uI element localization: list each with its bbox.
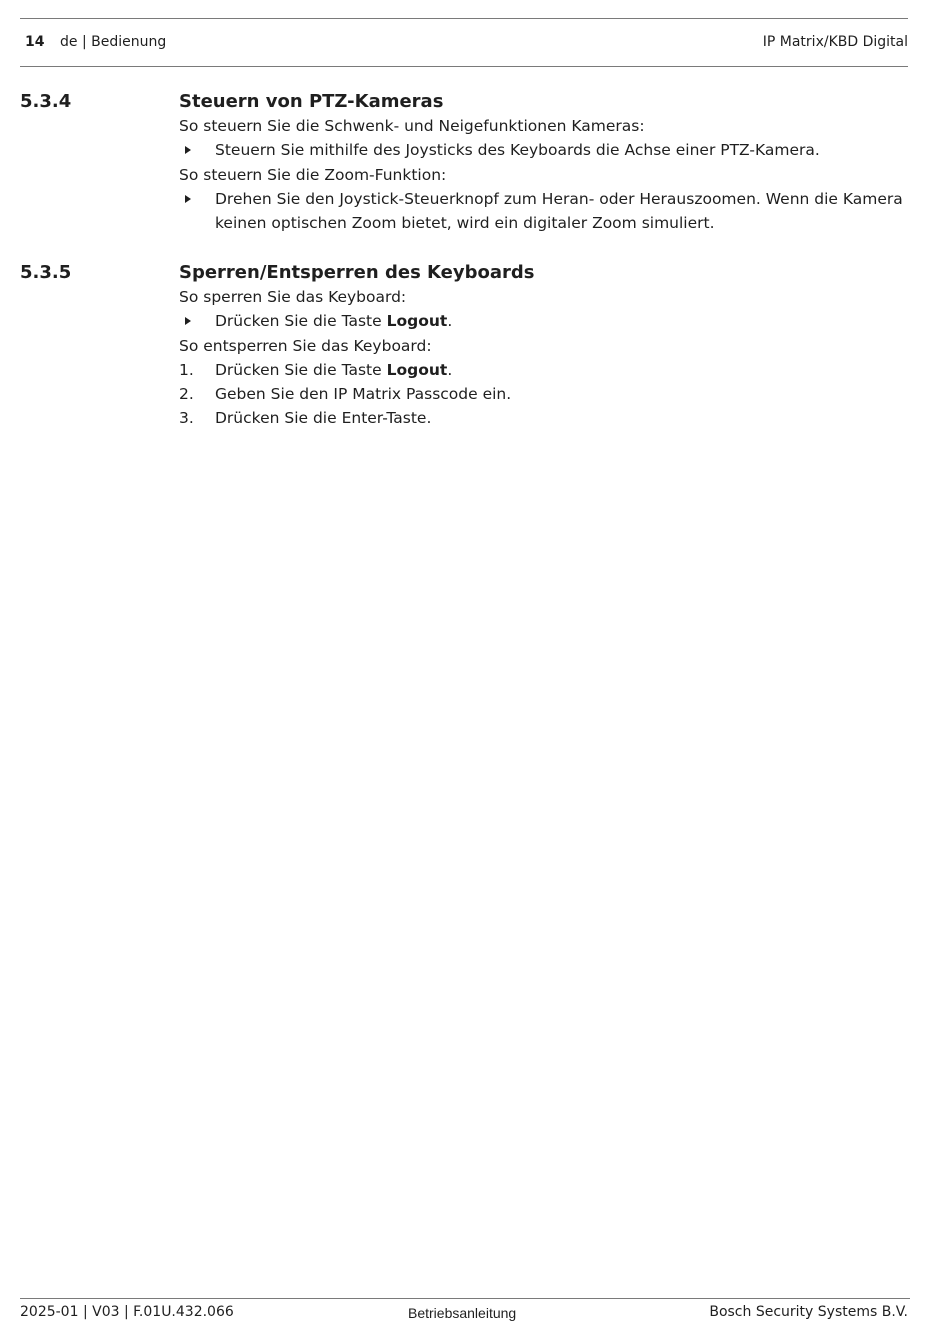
company-name: Bosch Security Systems B.V. xyxy=(709,1304,908,1320)
bullet-text: Steuern Sie mithilfe des Joysticks des Keyboards die Achse einer PTZ-Kamera. xyxy=(215,141,820,160)
paragraph: So sperren Sie das Keyboard: xyxy=(179,288,407,306)
bullet-text: Drehen Sie den Joystick-Steuerknopf zum Heran- oder Herauszoomen. Wenn die Kamera keinen optischen Zoom bietet, wird ein digitaler Zoom simuliert. xyxy=(215,189,903,233)
bullet-item xyxy=(179,187,908,236)
step-text-prefix: Drücken Sie die Taste xyxy=(215,360,387,379)
step-item xyxy=(179,358,908,382)
bullet-item xyxy=(179,138,908,162)
section-number: 5.3.4 xyxy=(20,91,72,112)
bullet-text-suffix: . xyxy=(447,312,453,331)
footer-rule xyxy=(20,1298,910,1299)
section-title: Sperren/Entsperren des Keyboards xyxy=(179,262,535,283)
bullet-item xyxy=(179,309,908,333)
page-footer xyxy=(20,1302,908,1322)
page-number: 14 xyxy=(25,34,45,50)
page-header xyxy=(20,32,908,52)
section-body xyxy=(179,90,908,235)
paragraph: So steuern Sie die Zoom-Funktion: xyxy=(179,165,447,184)
paragraph: So steuern Sie die Schwenk- und Neigefunktionen Kameras: xyxy=(179,117,645,135)
key-name: Logout xyxy=(386,312,448,331)
step-item xyxy=(179,382,908,406)
step-number: 1. xyxy=(179,360,194,379)
bullet-text-prefix: Drücken Sie die Taste xyxy=(215,312,387,331)
section-number: 5.3.5 xyxy=(20,262,72,283)
header-product-name: IP Matrix/KBD Digital xyxy=(762,34,908,50)
step-text: Geben Sie den IP Matrix Passcode ein. xyxy=(215,385,512,404)
section-title: Steuern von PTZ-Kameras xyxy=(179,91,444,112)
document-type: Betriebsanleitung xyxy=(408,1305,517,1321)
paragraph: So entsperren Sie das Keyboard: xyxy=(179,336,432,355)
header-bottom-rule xyxy=(20,66,908,67)
step-number: 2. xyxy=(179,385,194,404)
step-text-suffix: . xyxy=(447,360,453,379)
step-text: Drücken Sie die Enter-Taste. xyxy=(215,409,432,428)
step-item xyxy=(179,406,908,430)
step-number: 3. xyxy=(179,409,194,428)
header-top-rule xyxy=(20,18,908,19)
key-name: Logout xyxy=(386,360,448,379)
document-version: 2025-01 | V03 | F.01U.432.066 xyxy=(20,1304,234,1320)
section-body xyxy=(179,261,908,431)
header-section-label: de | Bedienung xyxy=(60,34,167,50)
